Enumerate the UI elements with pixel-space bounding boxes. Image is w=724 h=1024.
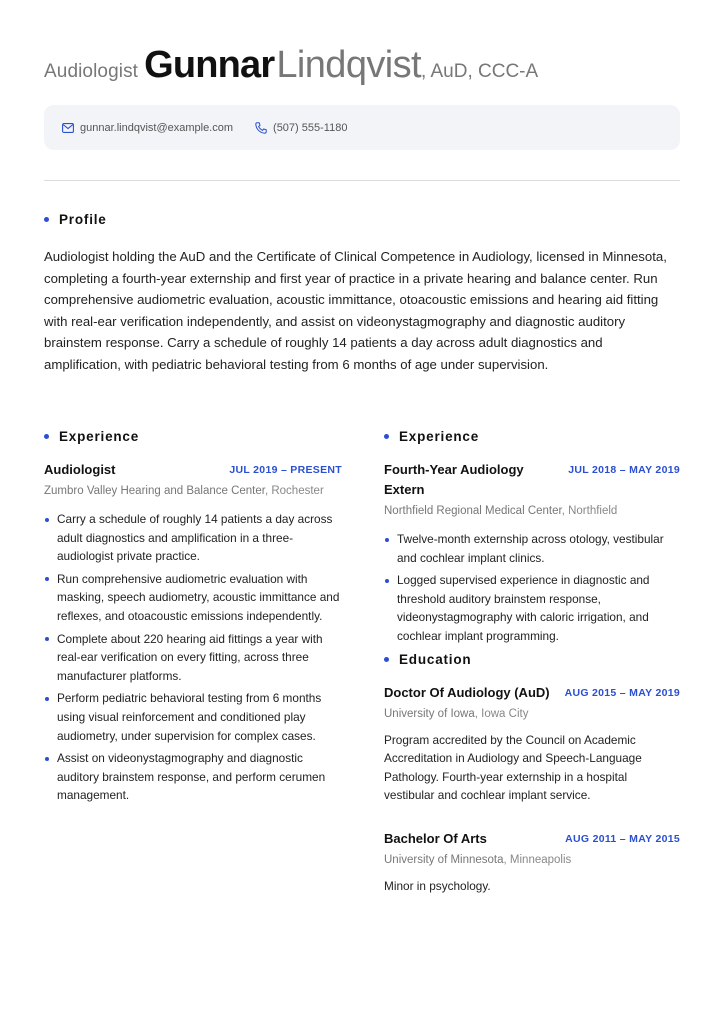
employer-location: , Northfield [561,505,618,517]
school-name: University of Minnesota [384,853,504,866]
degree-title: Bachelor Of Arts [384,830,487,846]
employer-name: Zumbro Valley Hearing and Balance Center [44,485,265,497]
profile-heading [44,212,107,227]
resume-header [44,44,684,88]
school [384,851,680,869]
list-item: Complete about 220 hearing aid fittings a year with real-ear verification on every fitting, across three manufacturer platforms. [44,630,342,686]
job-title: Audiologist [44,462,116,477]
job-title: Fourth-Year Audiology Extern [384,462,524,497]
job-employer [44,482,342,500]
school-location: , Minneapolis [503,853,572,866]
job-bullets [384,530,680,646]
list-item: Carry a schedule of roughly 14 patients a day across adult diagnostics and amplification in a three-audiologist private practice. [44,510,342,566]
role-title: Audiologist [44,61,139,82]
degree-title: Doctor Of Audiology (AuD) [384,684,550,700]
employer-name: Northfield Regional Medical Center [384,505,562,517]
job-bullets [44,510,342,805]
experience-heading [44,429,342,444]
credentials: , AuD, CCC-A [420,61,539,82]
list-item: Assist on videonystagmography and diagnostic auditory brainstem response, and perform cerumen management. [44,749,342,805]
bullet-dot-icon [44,217,49,222]
envelope-icon [62,123,74,133]
list-item: Twelve-month externship across otology, vestibular and cochlear implant clinics. [384,530,680,567]
last-name: Lindqvist [276,44,421,86]
profile-summary: Audiologist holding the AuD and the Certificate of Clinical Competence in Audiology, licensed in Minnesota, completing a fourth-year externship and first year of practice in a private hearing and balance center. Run comprehensive audiometric evaluation, acoustic immittance, otoacoustic emissions and hearing aid fitting with real-ear verification independently, and assist on videonystagmography and diagnostic auditory brainstem response. Carry a schedule of roughly 14 patients a day across adult diagnostics and amplification, with pediatric behavioral testing from 6 months of age under supervision. [44,249,667,372]
degree-description: Program accredited by the Council on Academic Accreditation in Audiology and Speech-Language Pathology. Fourth-year externship in a hospital vestibular and cochlear implant service. [384,732,642,803]
degree-dates: AUG 2011 – MAY 2015 [565,832,680,845]
experience-heading-label: Experience [59,429,140,444]
job-header [44,460,342,480]
list-item: Run comprehensive audiometric evaluation with masking, speech audiometry, acoustic immittance and reflexes, and otoacoustic emissions independently. [44,570,342,626]
education-header [384,829,680,849]
job-dates: JUL 2019 – PRESENT [229,464,342,476]
phone-contact[interactable] [255,122,347,134]
right-column [384,429,680,896]
education-heading [384,652,680,667]
degree-description: Minor in psychology. [384,878,491,893]
phone-icon [255,122,267,134]
header-divider [44,180,680,181]
bullet-dot-icon [384,434,389,439]
education-heading-label: Education [399,651,472,667]
job-header [384,460,680,500]
school [384,705,680,723]
bullet-dot-icon [44,434,49,439]
experience-heading-label: Experience [399,429,480,444]
job-dates: JUL 2018 – MAY 2019 [568,464,680,476]
profile-heading-label: Profile [59,212,107,227]
email-contact[interactable] [62,122,233,134]
phone-link[interactable]: (507) 555-1180 [273,121,348,134]
employer-location: , Rochester [264,485,324,497]
contact-bar [44,105,680,150]
email-link[interactable]: gunnar.lindqvist@example.com [80,121,234,134]
left-column [44,429,342,809]
school-location: , Iowa City [474,707,529,720]
job-employer [384,502,680,520]
bullet-dot-icon [384,657,389,662]
education-header [384,683,680,703]
list-item: Perform pediatric behavioral testing from 6 months using visual reinforcement and conditioned play audiometry, under supervision for complex cases. [44,689,342,745]
first-name: Gunnar [144,44,275,86]
list-item: Logged supervised experience in diagnostic and threshold auditory brainstem response, videonystagmography with caloric irrigation, and cochlear implant programming. [384,571,680,645]
school-name: University of Iowa [384,707,475,720]
experience-heading [384,429,680,444]
degree-dates: AUG 2015 – MAY 2019 [564,686,680,699]
